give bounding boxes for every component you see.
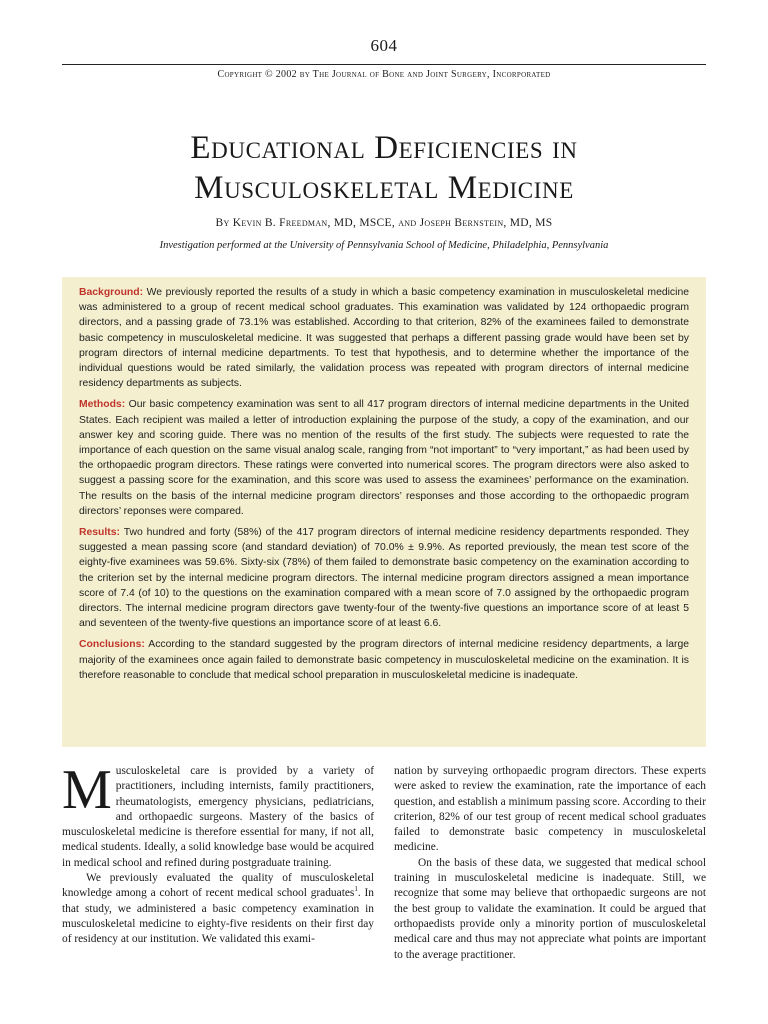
background-text: We previously reported the results of a study in which a basic competency examination in musculoskeletal medicine was administered to a group of recent medical school graduates. This examination was validated by 124 orthopaedic program directors, and a passing grade of 73.1% was established. According to that criterion, 82% of the examinees failed to demonstrate basic competency in musculoskeletal medicine. It was suggested that perhaps a different passing grade would have been set by program directors of internal medicine departments. To test that hypothesis, and to determine whether the importance of the individual questions would be rated similarly, the validation process was repeated with program directors of internal medicine residency departments as subjects.: [79, 287, 689, 390]
body-column-left: [62, 759, 374, 948]
institution-line: Investigation performed at the University of Pennsylvania School of Medicine, Philadelphia, Pennsylvania: [159, 240, 609, 251]
background-label: Background:: [79, 287, 144, 298]
reference-marker[interactable]: 1: [354, 885, 358, 894]
copyright-line: Copyright © 2002 by The Journal of Bone and Joint Surgery, Incorporated: [217, 69, 551, 80]
body-paragraph-1: [62, 759, 374, 871]
conclusions-label: Conclusions:: [79, 639, 145, 651]
header-rule: [62, 64, 706, 65]
body-paragraph-3: nation by surveying orthopaedic program directors. These experts were asked to review the examination, rate the importance of each question, and establish a minimum passing score. According to their criterion, 82% of our test group of recent medical school graduates failed to demonstrate basic competency in musculoskeletal medicine.: [394, 765, 706, 854]
abstract-methods: [79, 397, 689, 519]
abstract-results: [79, 525, 689, 631]
abstract-conclusions: [79, 637, 689, 683]
methods-text: Our basic competency examination was sent to all 417 program directors of internal medicine departments in the United States. Each recipient was mailed a letter of introduction explaining the purpose of the study, a copy of the examination, and our answer key and scoring guide. There was no mention of the results of the first study. The subjects were requested to rate the importance of each question on the same visual analog scale, ranging from “not important” to “very important,” as had been used by the orthopaedic program directors. These ratings were converted into numerical scores. The program directors were also asked to suggest a passing score for the examination, and this score was used to assess the examinees’ performance on the examination. The results on the basis of the internal medicine program directors’ responses and those according to the orthopaedic program directors’ reponses were compared.: [79, 399, 690, 517]
body-paragraph-1-text: usculoskeletal care is provided by a variety of practitioners, including internists, family practitioners, rheumatologists, emergency physicians, pediatricians, and orthopaedic surgeons. Mastery of the basics of musculoskeletal medicine is therefore essential for many, if not all, medical students. Ideally, a solid knowledge base would be acquired in medical school and refined during postgraduate training.: [62, 765, 374, 869]
body-paragraph-2-text-b: . In that study, we administered a basic competency examination in musculoskeletal medicine to eighty-five residents on their first day of residency at our institution. We validated this exami-: [62, 887, 374, 946]
abstract-box: [62, 277, 706, 747]
author-byline: By Kevin B. Freedman, MD, MSCE, and Joseph Bernstein, MD, MS: [215, 217, 553, 229]
results-label: Results:: [79, 527, 120, 539]
body-paragraph-4: On the basis of these data, we suggested that medical school training in musculoskeletal medicine is inadequate. Still, we recognize that some may believe that orthopaedic surgeons are not the best group to validate the examination. It could be argued that orthopaedists provide only a minority portion of musculoskeletal medical care and thus may not appreciate what points are important to the average practitioner.: [394, 856, 706, 961]
conclusions-text: According to the standard suggested by the program directors of internal medicine residency departments, a large majority of the examinees once again failed to demonstrate basic competency in musculoskeletal medicine on the examination. It is therefore reasonable to conclude that medical school preparation in musculoskeletal medicine is inadequate.: [79, 639, 689, 681]
results-text: Two hundred and forty (58%) of the 417 program directors of internal medicine residency departments responded. They suggested a mean passing score (and standard deviation) of 70.0% ± 9.9%. As reported previously, the mean test score of the eighty-five examinees was 59.6%. Sixty-six (78%) of them failed to demonstrate basic competency on the examination according to the criterion set by the internal medicine program directors. The internal medicine program directors assigned a mean importance score of 7.4 (of 10) to the questions on the examination compared with a mean score of 7.0 assigned by the orthopaedic program directors. The internal medicine program directors gave twenty-four of the twenty-five questions an importance score of at least 5 and seventeen of the twenty-five questions an importance score of at least 6.6.: [79, 527, 689, 630]
article-title: [0, 128, 768, 208]
drop-cap: M: [62, 759, 112, 821]
title-line-1: Educational Deficiencies in: [190, 130, 578, 166]
methods-label: Methods:: [79, 399, 126, 411]
abstract-background: [79, 285, 689, 391]
title-line-2: Musculoskeletal Medicine: [194, 170, 574, 206]
body-column-right: [394, 764, 706, 963]
body-paragraph-2-text-a: We previously evaluated the quality of musculoskeletal knowledge among a cohort of recent medical school graduates: [62, 872, 374, 900]
body-paragraph-2: [62, 871, 374, 947]
page-number: 604: [370, 36, 398, 55]
